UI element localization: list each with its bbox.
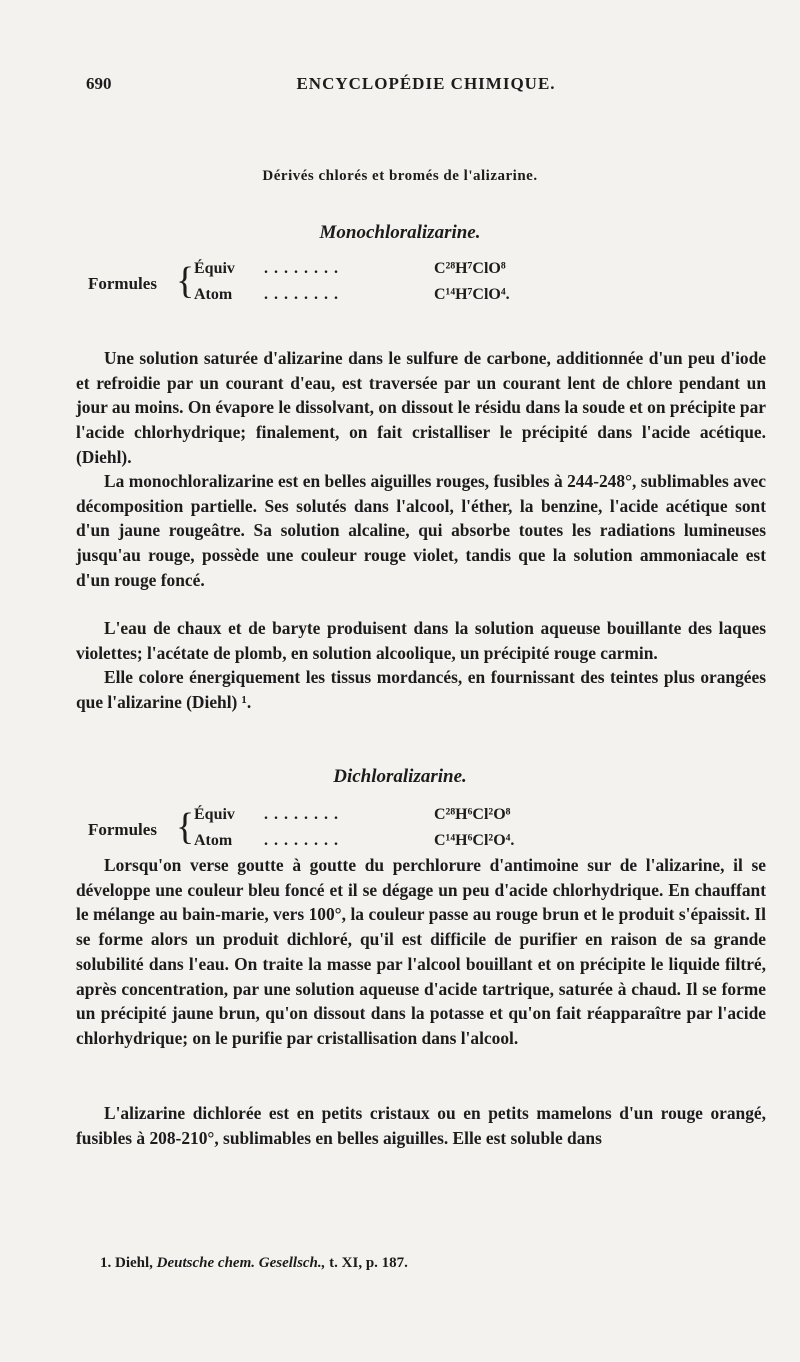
leader-dots: ........	[264, 260, 344, 277]
equiv-label: Équiv	[194, 260, 235, 277]
paragraph-dyeing: Elle colore énergiquement les tissus mordancés, en fournissant des teintes plus orangées que l'alizarine (Diehl) ¹.	[76, 667, 766, 712]
footnote	[100, 1255, 408, 1272]
paragraph-lakes: L'eau de chaux et de baryte produisent dans la solution aqueuse bouillante des laques violettes; l'acétate de plomb, en solution alcoolique, un précipité rouge carmin.	[76, 618, 766, 663]
paragraph-preparation: Une solution saturée d'alizarine dans le sulfure de carbone, additionnée d'un peu d'iode et refroidie par un courant d'eau, est traversée par un courant lent de chlore pendant un jour au moins. On évapore le dissolvant, on dissout le résidu dans la soude et on précipite par l'acide chlorhydrique; finalement, on fait cristalliser le précipité dans l'acide acétique. (Diehl).	[76, 348, 766, 467]
footnote-journal: Deutsche chem. Gesellsch.,	[156, 1255, 326, 1271]
footnote-author: Diehl,	[115, 1255, 153, 1271]
equiv-formula: C²⁸H⁶Cl²O⁸	[434, 806, 511, 823]
formula-block-monochloralizarine	[88, 256, 688, 316]
running-head: ENCYCLOPÉDIE CHIMIQUE.	[296, 74, 556, 93]
paragraph-properties: La monochloralizarine est en belles aiguilles rouges, fusibles à 244-248°, sublimables avec décomposition partielle. Ses solutés dans l'alcool, l'éther, la benzine, l'acide acétique sont d'un jaune rougeâtre. Sa solution alcaline, qui absorbe toutes les radiations lumineuses jusqu'au rouge, possède une couleur rouge violet, tandis que la solution ammoniacale est d'un rouge foncé.	[76, 471, 766, 590]
footnote-number: 1.	[100, 1255, 112, 1271]
formula-row-atom	[194, 832, 514, 850]
brace-glyph: {	[176, 806, 195, 848]
page-header	[86, 74, 766, 98]
leader-dots: ........	[264, 286, 344, 303]
atom-formula: C¹⁴H⁷ClO⁴.	[434, 286, 510, 303]
formula-row-atom	[194, 286, 510, 304]
formulas-label: Formules	[88, 274, 157, 293]
paragraph-dichloro-preparation: Lorsqu'on verse goutte à goutte du perchlorure d'antimoine sur de l'alizarine, il se développe une couleur bleu foncé et il se dégage un peu d'acide chlorhydrique. En chauffant le mélange au bain-marie, vers 100°, la couleur passe au rouge brun et le produit s'épaissit. Il se forme alors un produit dichloré, qu'il est difficile de purifier en raison de sa grande solubilité dans l'eau. On traite la masse par l'alcool bouillant et on précipite le liquide filtré, après concentration, par une solution aqueuse d'acide tartrique, saturée à chaud. Il se forme un précipité jaune brun, qu'on dissout dans la potasse et qu'on fait réapparaître par l'acide chlorhydrique; on le purifie par cristallisation dans l'alcool.	[76, 855, 766, 1048]
section-title: Dérivés chlorés et bromés de l'alizarine.	[262, 168, 538, 184]
atom-formula: C¹⁴H⁶Cl²O⁴.	[434, 832, 515, 849]
page-number: 690	[86, 74, 112, 93]
paragraph-dichloro-properties: L'alizarine dichlorée est en petits cristaux ou en petits mamelons d'un rouge orangé, fusibles à 208-210°, sublimables en belles aiguilles. Elle est soluble dans	[76, 1103, 766, 1148]
leader-dots: ........	[264, 832, 344, 849]
atom-label: Atom	[194, 286, 233, 303]
footnote-reference: t. XI, p. 187.	[329, 1255, 408, 1271]
compound-title-dichloralizarine: Dichloralizarine.	[333, 766, 467, 787]
equiv-label: Équiv	[194, 806, 235, 823]
brace-glyph: {	[176, 260, 195, 302]
formula-row-equiv	[194, 260, 506, 278]
equiv-formula: C²⁸H⁷ClO⁸	[434, 260, 506, 277]
atom-label: Atom	[194, 832, 233, 849]
formula-row-equiv	[194, 806, 510, 824]
formulas-label: Formules	[88, 820, 157, 839]
compound-title-monochloralizarine: Monochloralizarine.	[319, 222, 481, 243]
leader-dots: ........	[264, 806, 344, 823]
